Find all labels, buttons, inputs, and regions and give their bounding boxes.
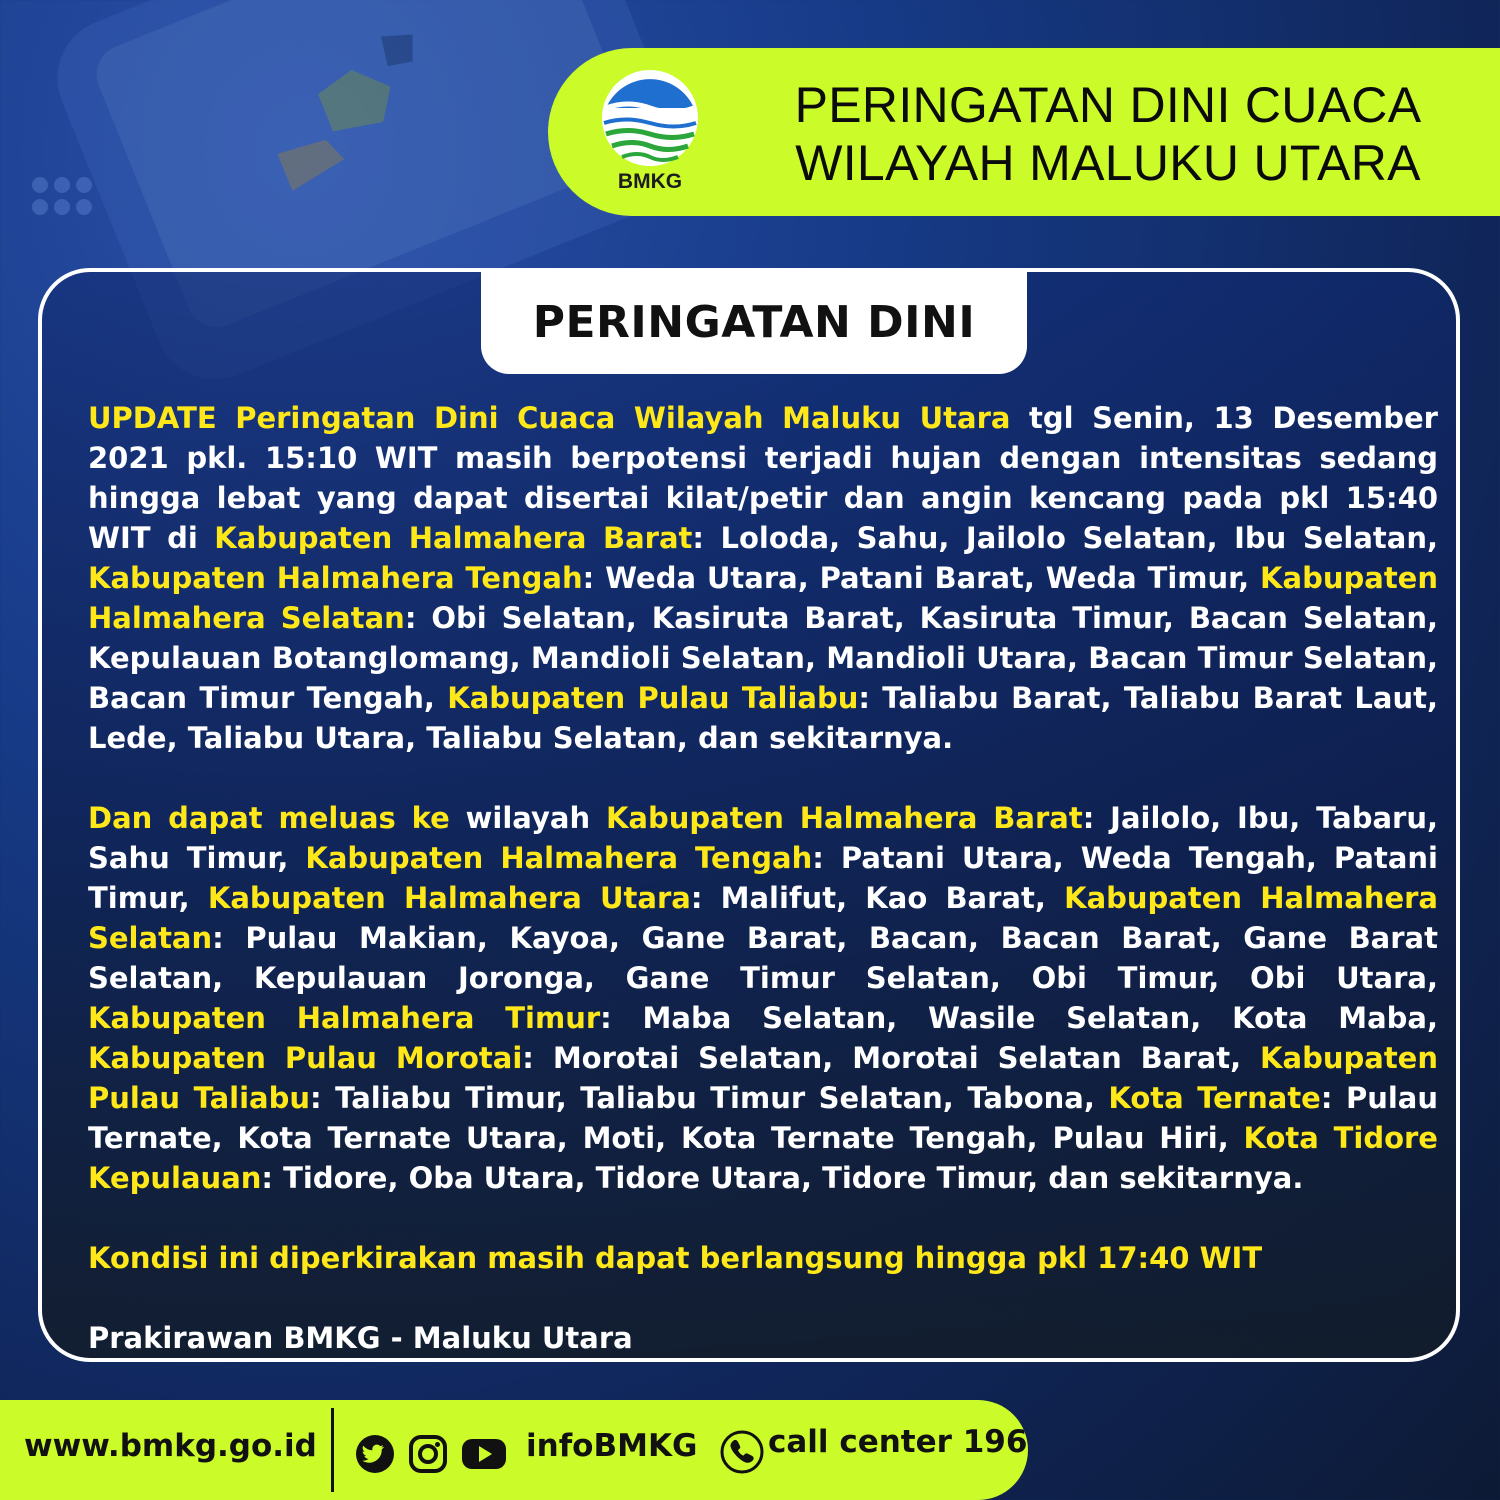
call-center-label[interactable]: call center 196: [768, 1424, 1028, 1460]
body-text: : Patani Utara, Weda Tengah, Patani Timur,: [88, 841, 1438, 915]
warning-paragraph-2: [88, 798, 1438, 1198]
highlighted-region-text: Kabupaten Pulau Morotai: [88, 1041, 523, 1075]
body-text: tgl Senin, 13 Desember 2021 pkl. 15:10 WIT masih berpotensi terjadi hujan dengan intensitas sedang hingga lebat yang dapat disertai kilat/petir dan angin kencang pada pkl 15:40 WIT di: [88, 401, 1438, 555]
twitter-icon[interactable]: [355, 1434, 395, 1474]
body-text: : Pulau Ternate, Kota Ternate Utara, Moti, Kota Ternate Tengah, Pulau Hiri,: [88, 1081, 1439, 1155]
body-text: : Malifut, Kao Barat,: [690, 881, 1065, 915]
bmkg-logo: [600, 68, 700, 193]
body-text: : Obi Selatan, Kasiruta Barat, Kasiruta Timur, Bacan Selatan, Kepulauan Botanglomang, Mandioli Selatan, Mandioli Utara, Bacan Timur Selatan, Bacan Timur Tengah,: [88, 601, 1438, 715]
youtube-icon[interactable]: [461, 1434, 507, 1474]
highlighted-region-text: Kabupaten Pulau Taliabu: [447, 681, 859, 715]
highlighted-region-text: Kabupaten Halmahera Timur: [88, 1001, 601, 1035]
highlighted-region-text: UPDATE Peringatan Dini Cuaca Wilayah Maluku Utara: [88, 401, 1011, 435]
warning-content: [88, 398, 1438, 1398]
header-title: [748, 76, 1468, 192]
highlighted-region-text: Kota Ternate: [1108, 1081, 1321, 1115]
body-text: : Tidore, Oba Utara, Tidore Utara, Tidore Timur, dan sekitarnya.: [261, 1161, 1304, 1195]
body-text: : Weda Utara, Patani Barat, Weda Timur,: [582, 561, 1261, 595]
footer-bar: [0, 1400, 1028, 1500]
social-handle[interactable]: infoBMKG: [526, 1428, 698, 1464]
warning-duration: Kondisi ini diperkirakan masih dapat berlangsung hingga pkl 17:40 WIT: [88, 1241, 1263, 1275]
logo-text: BMKG: [617, 170, 683, 193]
highlighted-region-text: Kabupaten Pulau Taliabu: [88, 1041, 1438, 1115]
highlighted-region-text: Kabupaten Halmahera Barat: [214, 521, 693, 555]
highlighted-region-text: Dan dapat meluas ke: [88, 801, 450, 835]
highlighted-region-text: Kota Tidore Kepulauan: [88, 1121, 1438, 1195]
highlighted-region-text: Kabupaten Halmahera Selatan: [88, 881, 1439, 955]
highlighted-region-text: Kabupaten Halmahera Barat: [605, 801, 1083, 835]
body-text: : Taliabu Barat, Taliabu Barat Laut, Lede, Taliabu Utara, Taliabu Selatan, dan sekitarnya.: [88, 681, 1438, 755]
highlighted-region-text: Kabupaten Halmahera Tengah: [88, 561, 583, 595]
body-text: : Taliabu Timur, Taliabu Timur Selatan, Tabona,: [310, 1081, 1109, 1115]
body-text: : Morotai Selatan, Morotai Selatan Barat,: [522, 1041, 1261, 1075]
body-text: : Jailolo, Ibu, Tabaru, Sahu Timur,: [88, 801, 1438, 875]
footer-divider: [331, 1408, 334, 1492]
highlighted-region-text: Kabupaten Halmahera Selatan: [88, 561, 1438, 635]
body-text: : Maba Selatan, Wasile Selatan, Kota Maba,: [600, 1001, 1438, 1035]
warning-paragraph-1: [88, 398, 1438, 758]
card-tab-title: PERINGATAN DINI: [532, 296, 976, 348]
forecaster-signature: Prakirawan BMKG - Maluku Utara: [88, 1321, 633, 1355]
header-title-line1: PERINGATAN DINI CUACA: [794, 77, 1422, 133]
body-text: : Loloda, Sahu, Jailolo Selatan, Ibu Selatan,: [692, 521, 1438, 555]
card-tab: [481, 270, 1027, 374]
highlighted-region-text: Kabupaten Halmahera Utara: [207, 881, 691, 915]
instagram-icon[interactable]: [408, 1434, 448, 1474]
body-text: : Pulau Makian, Kayoa, Gane Barat, Bacan, Bacan Barat, Gane Barat Selatan, Kepulauan Joronga, Gane Timur Selatan, Obi Timur, Obi Utara,: [88, 921, 1438, 995]
header-title-line2: WILAYAH MALUKU UTARA: [795, 135, 1421, 191]
header-banner: [548, 48, 1500, 216]
phone-icon: [720, 1430, 764, 1474]
body-text: wilayah: [449, 801, 606, 835]
website-link[interactable]: www.bmkg.go.id: [24, 1428, 317, 1464]
highlighted-region-text: Kabupaten Halmahera Tengah: [305, 841, 813, 875]
